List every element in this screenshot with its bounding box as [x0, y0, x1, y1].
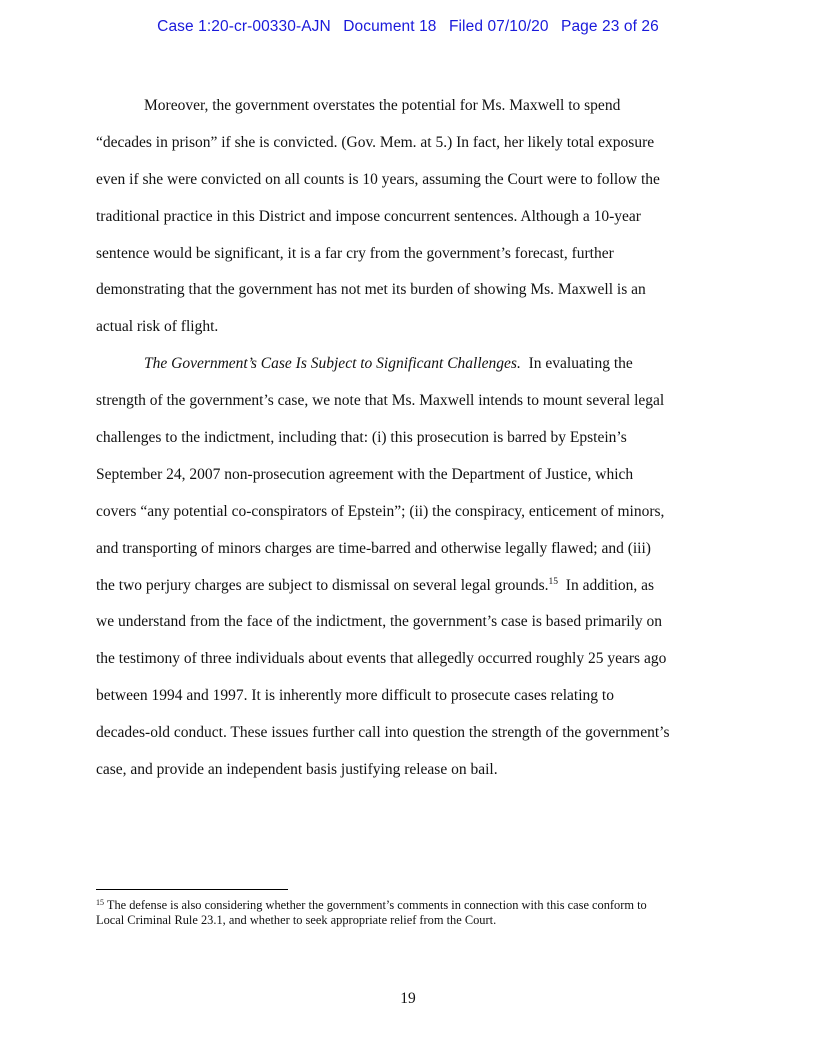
page-of-total: Page 23 of 26	[561, 18, 659, 35]
paragraph-2-line: covers “any potential co-conspirators of Epstein”; (ii) the conspiracy, enticement of minors,	[96, 502, 665, 520]
paragraph-1-line: Moreover, the government overstates the potential for Ms. Maxwell to spend	[144, 97, 621, 114]
footnote-line: Local Criminal Rule 23.1, and whether to seek appropriate relief from the Court.	[96, 913, 497, 927]
paragraph-1-line: even if she were convicted on all counts is 10 years, assuming the Court were to follow the	[96, 170, 660, 188]
page-number: 19	[400, 990, 416, 1007]
section-heading: The Government’s Case Is Subject to Significant Challenges.	[144, 355, 521, 373]
paragraph-2-line-rest: In evaluating the	[520, 355, 633, 373]
paragraph-2-line: September 24, 2007 non-prosecution agreement with the Department of Justice, which	[96, 465, 634, 483]
filed-date: Filed 07/10/20	[448, 18, 549, 35]
footnote-text: The defense is also considering whether the government’s comments in connection with this case conform to	[104, 898, 647, 912]
footnote-reference[interactable]: 15	[548, 576, 559, 587]
paragraph-2-footnote-line	[96, 568, 718, 605]
case-number: Case 1:20-cr-00330-AJN	[157, 18, 331, 35]
footnote-divider	[96, 889, 288, 890]
paragraph-1-line: actual risk of flight.	[96, 318, 219, 336]
paragraph-2-line: the testimony of three individuals about events that allegedly occurred roughly 25 years ago	[96, 650, 667, 668]
paragraph-2-line: decades-old conduct. These issues further call into question the strength of the government’s	[96, 724, 670, 742]
paragraph-1-line: “decades in prison” if she is convicted. (Gov. Mem. at 5.) In fact, her likely total exposure	[96, 133, 655, 151]
paragraph-2-line-text: the two perjury charges are subject to dismissal on several legal grounds.	[96, 576, 549, 594]
paragraph-2-line: between 1994 and 1997. It is inherently more difficult to prosecute cases relating to	[96, 687, 614, 705]
paragraph-2-line: we understand from the face of the indictment, the government’s case is based primarily on	[96, 613, 662, 631]
paragraph-2-line: and transporting of minors charges are time-barred and otherwise legally flawed; and (iii)	[96, 539, 651, 557]
paragraph-2-first-line	[96, 346, 718, 383]
paragraph-2-line-text: In addition, as	[558, 576, 655, 594]
paragraph-2-line: challenges to the indictment, including that: (i) this prosecution is barred by Epstein’s	[96, 429, 627, 447]
paragraph-2-line: case, and provide an independent basis justifying release on bail.	[96, 761, 498, 779]
footnote-marker: 15	[96, 898, 104, 907]
footnote	[96, 898, 718, 928]
paragraph-1-line: sentence would be significant, it is a far cry from the government’s forecast, further	[96, 244, 614, 262]
paragraph-1-line: demonstrating that the government has not met its burden of showing Ms. Maxwell is an	[96, 281, 646, 299]
document-number: Document 18	[343, 18, 437, 35]
case-header	[0, 18, 816, 36]
paragraph-2-line: strength of the government’s case, we note that Ms. Maxwell intends to mount several legal	[96, 392, 665, 410]
document-body	[96, 88, 718, 789]
footnote-line	[96, 898, 718, 913]
paragraph-1-line: traditional practice in this District and impose concurrent sentences. Although a 10-year	[96, 207, 641, 225]
